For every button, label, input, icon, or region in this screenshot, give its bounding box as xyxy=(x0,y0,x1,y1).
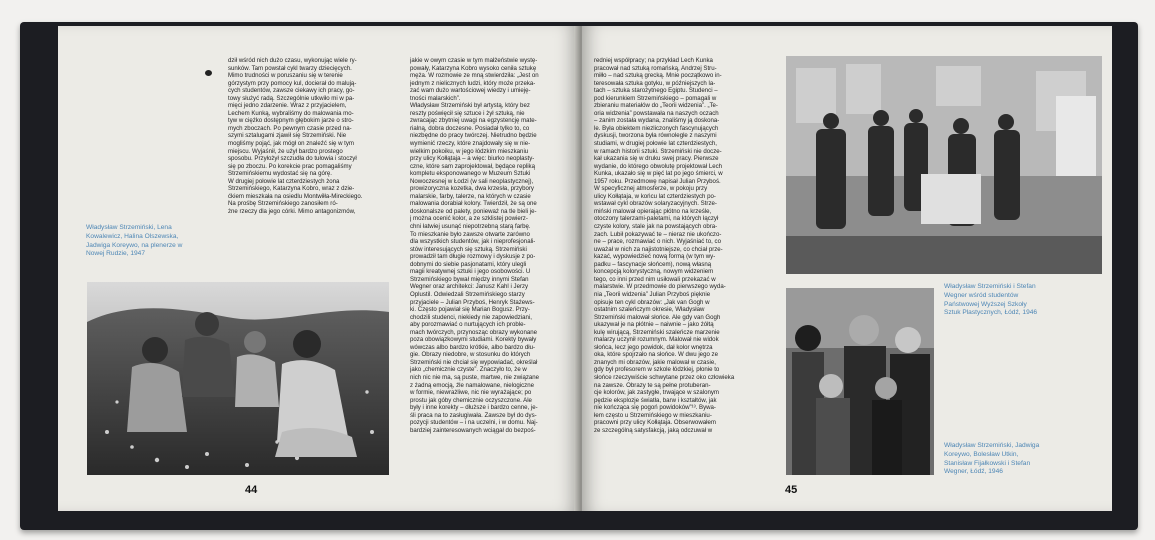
right-page-number: 45 xyxy=(785,484,798,496)
five-people-photo xyxy=(786,288,934,475)
left-photo-caption: Władysław Strzemiński, Lena Kowalewicz, Halina Olszewska, Jadwiga Koreywo, na plenerze w Nowej Rudzie, 1947 xyxy=(86,224,183,258)
left-page xyxy=(58,26,578,511)
plein-air-group-photo xyxy=(87,282,389,475)
right-page xyxy=(582,26,1112,511)
left-page-number: 44 xyxy=(245,484,258,496)
studio-students-photo xyxy=(786,56,1102,274)
right-top-photo-caption: Władysław Strzemiński i Stefan Wegner wśród studentów Państwowej Wyższej Szkoły Sztuk Plastycznych, Łódź, 1946 xyxy=(944,283,1038,317)
right-bottom-photo-caption: Władysław Strzemiński, Jadwiga Koreywo, Bolesław Utkin, Stanisław Fijałkowski i Stefan Wegner, Łódź, 1946 xyxy=(944,442,1040,476)
left-column-1-text: dził wśród nich dużo czasu, wykonując wiele ry- sunków. Tam powstał cykl twarzy dziecięcych. Mimo trudności w poruszaniu się w terenie górzystym przy pomocy kul, docierał do malują- cych studentów, zawsze ciekawy ich pracy, go- towy służyć radą. Szczególnie utkwiło mi w pa- mięci jedno zdarzenie. Wraz z przyjacielem, Lechem Kunką, wybraliśmy do malowania mo- tyw w ciężko dostępnym głębokim jarze o stro- mych zboczach. Po pewnym czasie przed na- szymi sztalugami zjawił się Strzemiński. Nie mogliśmy pojąć, jak mógł on znaleźć się w tym miejscu. Wyjaśnił, że użył bardzo prostego sposobu. Przyłożył szczudła do tułowia i stoczył się po zboczu. Po korekcie prac pomagaliśmy Strzemińskiemu wydostać się na górę. W drugiej połowie lat czterdziestych żona Strzemińskiego, Katarzyna Kobro, wraz z dzie- ćkiem mieszkała na osiedlu Montwiłła-Mireckiego. Na prośbę Strzemińskiego zanosiłem ró- żne rzeczy dla jego córki. Mimo antagonizmów, xyxy=(228,57,363,215)
ink-spot xyxy=(205,70,212,76)
right-column-1-text: redniej współpracy; na przykład Lech Kunka pracował nad sztuką romańską, Andrzej Stru- miłło – nad sztuką grecką. Mnie początkowo in- teresowała sztuka gotyku, w późniejszych la- tach – sztuka starożytnego Egiptu. Studenci – pod kierunkiem Strzemińskiego – pomagali w zbieraniu materiałów do „Teorii widzenia”. „Te- oria widzenia” powstawała na naszych oczach – zanim została wydana, znaliśmy ją doskona- le. Była obiektem niezliczonych fascynujących dyskusji, tworzona była równolegle z naszymi studiami, w drugiej połowie lat czterdziestych, w ramach historii sztuki. Strzemiński nie docze- kał ukazania się w druku swej pracy. Pierwsze wydanie, do którego obwolutę projektował Lech Kunka, ukazało się w pięć lat po jego śmierci, w 1957 roku. Przedmowę napisał Julian Przyboś. W specyficznej atmosferze, w pokoju przy ulicy Kołłątaja, w końcu lat czterdziestych po- wstawał cykl obrazów solaryzacyjnych. Strze- miński malował opierając płótno na krześle, otoczony talerzami-paletami, na których łączył czyste kolory, stale jak na powstających obra- zach. Lubił pokazywać te – nieraz nie ukończo- ne – prace, rozmawiać o nich. Wyjaśniać to, co uważał w nich za najistotniejsze, co chciał prze- kazać, wypowiedzieć nową formą (w tym wy- padku – fascynacje słońcem), nową własną koncepcją kolorystyczną, nowym widzeniem tego, co inni przed nim usiłowali przekazać w malarstwie. W przedmowie do pierwszego wyda- nia „Teorii widzenia” Julian Przyboś pięknie opisuje ten cykl obrazów: „Jak van Gogh w ostatnim szaleńczym okresie, Władysław Strzemiński malował słońce. Ale gdy van Gogh ukazywał je na płótnie – naiwnie – jako żółtą kulę wirującą, Strzemiński szaleńcze marzenie malarzy uczynił rozumnym. Malował nie widok słońca, lecz jego powidok, dał kolor wnętrza oka, które spojrzało na słońce. W dwu jego ze znanych mi obrazów, jakie malował w czasie, gdy był profesorem w szkole łódzkiej, płonie to słońce rzeczywiście schwytane przez oko człowieka na zawsze. Obrazy te są pełne protuberan- cje kolorów, jak zastygłe, trwające w szalonym pędzie eksplozje światła, barw i kształtów, jak nie kończąca się pogoń powidoków”¹³. Bywa- łem często u Strzemińskiego w mieszkaniu- pracowni przy ulicy Kołłątaja. Obserwowałem ze szczególną satysfakcją, jaką odczuwał w xyxy=(594,57,735,434)
left-column-2-text: jakie w owym czasie w tym małżeństwie wystę- powały, Katarzyna Kobro wysoko ceniła sztukę męża. W rozmowie ze mną stwierdziła: „Jest on jednym z nielicznych ludzi, który może przeka- zać wam dużo wartościowej wiedzy i umieję- tności malarskich”. Władysław Strzemiński był artystą, który bez reszty poświęcił się sztuce i żył sztuką, nie zwracając zbytniej uwagi na egzystencję mate- rialną, dobra doczesne. Posiadał tylko to, co niezbędne do pracy twórczej. Nietrudno będzie wymienić rzeczy, które znajdowały się w nie- wielkim pokoiku, w jego łódzkim mieszkaniu przy ulicy Kołłątaja – a więc: biurko neoplasty- czne, które sam zaprojektował, będące repliką kompletu eksponowanego w Muzeum Sztuki Nowoczesnej w Łodzi (w sali neoplastycznej), prowizoryczna kozetka, dwa krzesła, przybory malarskie, farby, talerze, na których w czasie malowania dorabiał kolory. Twierdził, że są one doskonalsze od palety, ponieważ na tle bieli je- j można ocenić kolor, a ze szklistej powierz- chni łatwiej usunąć niepotrzebną starą farbę. To mieszkanie było zawsze otwarte zarówno dla wszystkich studentów, jak i nieprofesjonali- stów interesujących się sztuką. Strzemiński prowadził tam długie rozmowy i dyskusje z po- dobnymi do siebie pasjonatami, który ulegli magii kreatywnej sztuki i jego osobowości. U Strzemińskiego bywał między innymi Stefan Wegner oraz architekci: Janusz Kahl i Jerzy Oplustil. Odwiedzali Strzemińskiego starzy przyjaciele – Julian Przyboś, Henryk Stażews- ki. Często pojawiał się Marian Bogusz. Przy- chodzili studenci, niekiedy nie zapowiedziani, aby porozmawiać o nurtujących ich proble- mach twórczych, przynosząc obrazy wykonane poza obowiązkowymi studiami. Korekty bywały wówczas albo bardzo krótkie, albo bardzo dłu- gie. Obrazy niedobre, w stosunku do których Strzemiński nie chciał się wypowiadać, określał jako „chemicznie czyste”. Znaczyło to, że w nich nic nie ma, są puste, martwe, nie związane z żadną emocją, źle namalowane, nielogiczne w formie, niewrażliwe, nic nie wyrażające; po prostu jak góby chemicznie oczyszczone. Ale były i inne korekty – dłuższe i bardzo cenne, je- śli praca na to zasługiwała. Zawsze był do dys- pozycji studentów – i na uczelni, i w domu. Naj- bardziej zainteresowanych wciągał do bezpoś- xyxy=(410,57,540,434)
